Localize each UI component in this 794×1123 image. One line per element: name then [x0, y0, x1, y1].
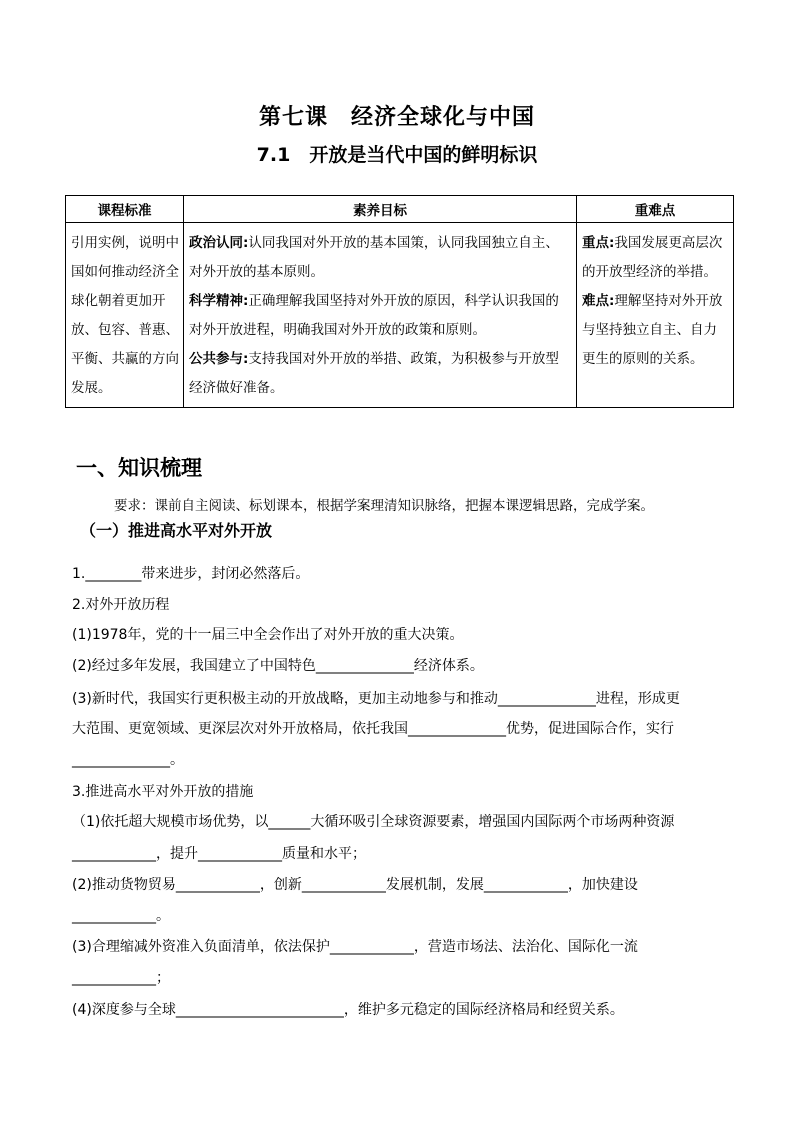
worksheet-line: (2)推动货物贸易____________，创新____________发展机制，发展____________，加快建设 — [72, 877, 638, 893]
worksheet-line: 2.对外开放历程 — [72, 597, 170, 613]
col-header-key-points: 重难点 — [577, 196, 734, 223]
worksheet-line: ____________，提升____________质量和水平； — [72, 846, 366, 862]
col-header-standard: 课程标准 — [66, 196, 184, 223]
subsection-heading: （一）推进高水平对外开放 — [80, 521, 273, 540]
worksheet-line: (3)新时代，我国实行更积极主动的开放战略，更加主动地参与和推动______________进程，形成更 — [72, 691, 680, 707]
key-point-label: 重点: — [582, 235, 615, 251]
goal-item — [189, 287, 572, 345]
goal-item — [189, 345, 572, 403]
col-header-goals: 素养目标 — [184, 196, 577, 223]
section-heading: 一、知识梳理 — [76, 456, 202, 480]
goal-label: 政治认同: — [189, 235, 249, 251]
key-point-text: 理解坚持对外开放与坚持独立自主、自力更生的原则的关系。 — [582, 293, 723, 367]
goal-item — [189, 229, 572, 287]
curriculum-table — [65, 195, 734, 408]
goal-label: 科学精神: — [189, 293, 249, 309]
worksheet-line: ______________。 — [72, 752, 184, 768]
worksheet-line: ____________。 — [72, 908, 170, 924]
goal-text: 认同我国对外开放的基本国策，认同我国独立自主、对外开放的基本原则。 — [189, 235, 559, 280]
key-point-text: 我国发展更高层次的开放型经济的举措。 — [582, 235, 723, 280]
table-row — [66, 223, 734, 408]
worksheet-line: ____________； — [72, 970, 170, 986]
goal-text: 支持我国对外开放的举措、政策，为积极参与开放型经济做好准备。 — [189, 351, 559, 396]
goal-text: 正确理解我国坚持对外开放的原因，科学认识我国的对外开放进程，明确我国对外开放的政策和原则。 — [189, 293, 559, 338]
worksheet-line: 大范围、更宽领域、更深层次对外开放格局，依托我国______________优势，促进国际合作，实行 — [72, 721, 674, 737]
worksheet-line: 3.推进高水平对外开放的措施 — [72, 784, 254, 800]
key-point-label: 难点: — [582, 293, 615, 309]
section-subtitle: 7.1 开放是当代中国的鲜明标识 — [256, 144, 538, 166]
requirement-text: 要求：课前自主阅读、标划课本，根据学案理清知识脉络，把握本课逻辑思路，完成学案。 — [114, 498, 654, 514]
goal-label: 公共参与: — [189, 351, 249, 367]
table-header-row — [66, 196, 734, 223]
worksheet-line: (2)经过多年发展，我国建立了中国特色______________经济体系。 — [72, 658, 484, 674]
worksheet-line: 1.________带来进步，封闭必然落后。 — [72, 566, 310, 582]
worksheet-line: （1)依托超大规模市场优势，以______大循环吸引全球资源要素，增强国内国际两个市场两种资源 — [72, 814, 675, 830]
worksheet-line: (3)合理缩减外资准入负面清单，依法保护____________，营造市场法、法治化、国际化一流 — [72, 939, 638, 955]
key-points-cell — [577, 223, 734, 408]
key-point-item — [582, 287, 729, 374]
curriculum-standard-cell: 引用实例，说明中国如何推动经济全球化朝着更加开放、包容、普惠、平衡、共赢的方向发展。 — [66, 223, 184, 408]
lesson-title: 第七课 经济全球化与中国 — [258, 105, 535, 130]
worksheet-line: (1)1978年，党的十一届三中全会作出了对外开放的重大决策。 — [72, 627, 464, 643]
key-point-item — [582, 229, 729, 287]
literacy-goals-cell — [184, 223, 577, 408]
worksheet-line: (4)深度参与全球________________________，维护多元稳定的国际经济格局和经贸关系。 — [72, 1002, 624, 1018]
